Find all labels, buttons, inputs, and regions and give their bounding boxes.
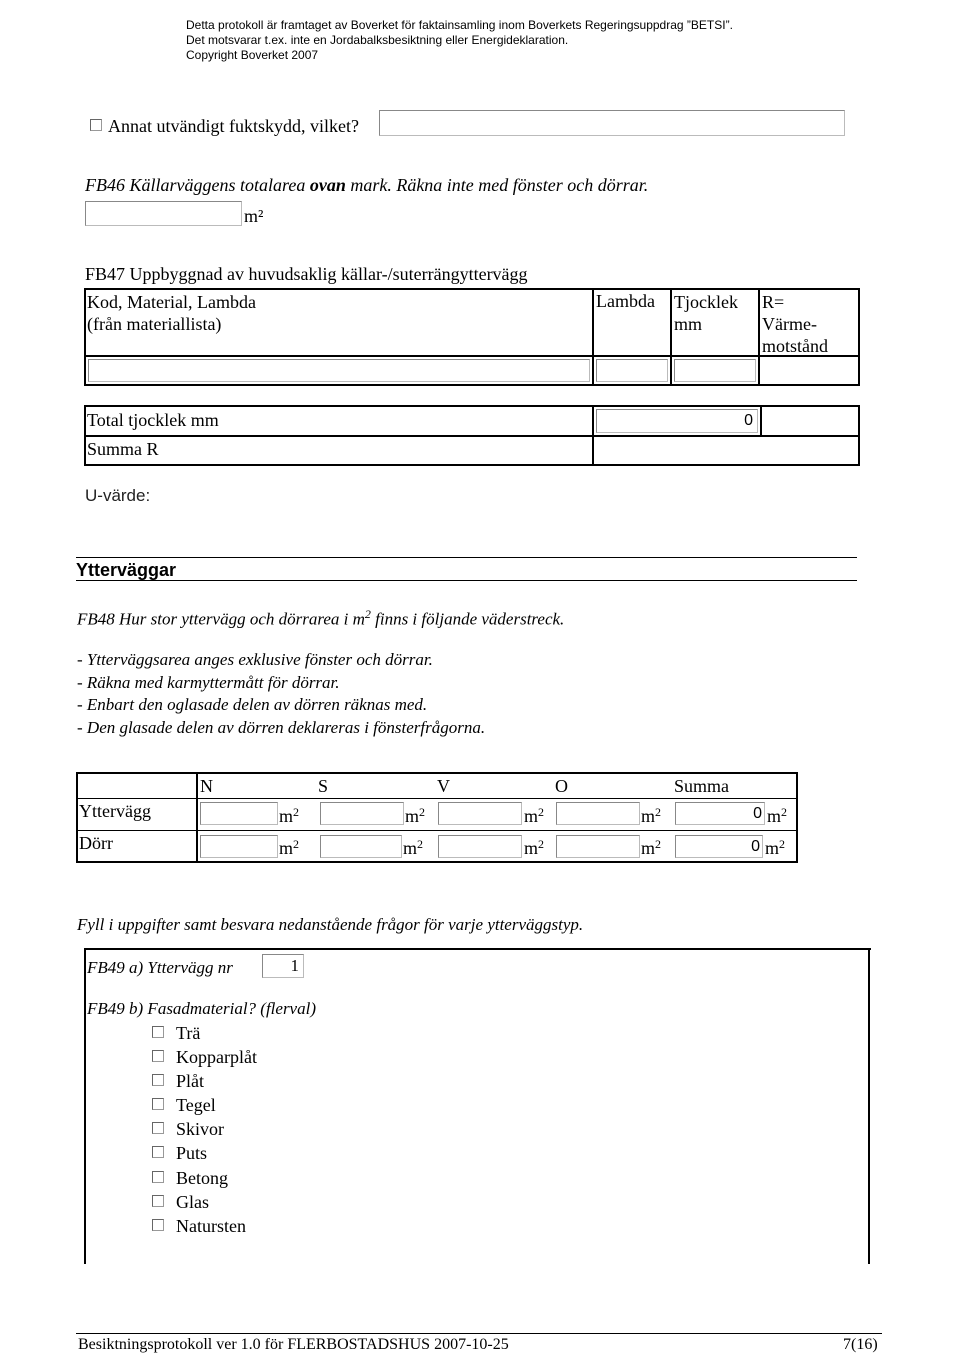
footer-page-number: 7(16)	[843, 1336, 878, 1353]
checkbox[interactable]	[152, 1026, 164, 1038]
unit-m2: $m^2$	[767, 805, 788, 826]
header-line-3: Copyright Boverket 2007	[186, 48, 319, 62]
checkbox[interactable]	[152, 1195, 164, 1207]
checkbox[interactable]	[152, 1098, 164, 1110]
fb48-note: - Räkna med karmyttermått för dörrar.	[77, 672, 340, 692]
fb48-yttervagg-o-input[interactable]	[556, 802, 640, 825]
fb47-tjocklek-input[interactable]	[674, 359, 756, 382]
unit-m2: $m^2$	[405, 805, 426, 826]
unit-m2: $m^2$	[524, 805, 545, 826]
fb48-dorr-sum: 0	[675, 835, 763, 858]
fb48-col-s: S	[318, 776, 329, 796]
checkbox[interactable]	[152, 1122, 164, 1134]
fb48-dorr-v-input[interactable]	[438, 835, 522, 858]
fb48-col-v: V	[437, 776, 450, 796]
fb48-col-o: O	[555, 776, 568, 796]
fb48-question: FB48 Hur stor yttervägg och dörrarea i $m^2$ finns i följande väderstreck.	[77, 607, 565, 629]
annat-fuktskydd-label: Annat utvändigt fuktskydd, vilket?	[108, 116, 359, 136]
fb47-col-material: Kod, Material, Lambda (från materiallista)	[87, 292, 256, 334]
fb46-unit: m²	[244, 206, 264, 226]
fb47-title: FB47 Uppbyggnad av huvudsaklig källar-/suterrängyttervägg	[85, 264, 528, 284]
unit-m2: $m^2$	[524, 837, 545, 858]
fb48-note: - Ytterväggsarea anges exklusive fönster och dörrar.	[77, 650, 433, 669]
section-title: Ytterväggar	[76, 560, 177, 580]
fb48-note: - Enbart den oglasade delen av dörren räknas med.	[77, 695, 428, 714]
checkbox[interactable]	[152, 1074, 164, 1086]
fb47-lambda-input[interactable]	[596, 359, 668, 382]
fb47-col-tjocklek: Tjocklek mm	[674, 292, 738, 334]
checkbox[interactable]	[152, 1146, 164, 1158]
fb47-uvarde-label: U-värde:	[85, 486, 151, 505]
fb47-col-lambda: Lambda	[596, 291, 655, 311]
fb47-summa-label: Summa R	[87, 439, 159, 459]
fb46-area-input[interactable]	[85, 201, 242, 226]
checkbox[interactable]	[152, 1171, 164, 1183]
footer-rule	[76, 1333, 882, 1334]
fb48-note: - Den glasade delen av dörren deklareras i fönsterfrågorna.	[77, 717, 486, 737]
fb49b-label: FB49 b) Fasadmaterial? (flerval)	[87, 999, 316, 1018]
fb47-total-label: Total tjocklek mm	[87, 410, 219, 430]
fb46-question: FB46 Källarväggens totalarea ovan mark. Räkna inte med fönster och dörrar.	[85, 175, 649, 195]
unit-m2: $m^2$	[641, 837, 662, 858]
fb48-row-label-yttervagg: Yttervägg	[79, 801, 151, 821]
fb48-yttervagg-s-input[interactable]	[320, 802, 404, 825]
fb48-notes	[77, 649, 485, 739]
fb49a-wall-number-input[interactable]: 1	[262, 954, 304, 978]
fb48-yttervagg-sum: 0	[675, 802, 765, 825]
fb48-row-label-dorr: Dörr	[79, 833, 113, 853]
fb48-dorr-s-input[interactable]	[320, 835, 402, 858]
fb49a-label: FB49 a) Yttervägg nr	[87, 958, 233, 977]
fb48-dorr-n-input[interactable]	[200, 835, 278, 858]
unit-m2: $m^2$	[765, 837, 786, 858]
instruction-text: Fyll i uppgifter samt besvara nedanstående frågor för varje ytterväggstyp.	[77, 915, 584, 934]
checkbox[interactable]	[152, 1219, 164, 1231]
fb48-col-summa: Summa	[674, 776, 730, 796]
annat-fuktskydd-checkbox[interactable]	[90, 119, 102, 131]
header-line-1: Detta protokoll är framtaget av Boverket för faktainsamling inom Boverkets Regeringsuppdrag ”BETSI”.	[186, 18, 733, 32]
fb47-col-r-value: R= Värme- motstånd	[762, 292, 828, 356]
unit-m2: $m^2$	[641, 805, 662, 826]
document-header	[186, 18, 733, 63]
annat-fuktskydd-input[interactable]	[379, 110, 845, 136]
checkbox[interactable]	[152, 1050, 164, 1062]
unit-m2: $m^2$	[279, 837, 300, 858]
unit-m2: $m^2$	[279, 805, 300, 826]
header-line-2: Det motsvarar t.ex. inte en Jordabalksbesiktning eller Energideklaration.	[186, 33, 569, 47]
unit-m2: $m^2$	[403, 837, 424, 858]
fb47-material-select[interactable]	[88, 359, 590, 382]
fb48-dorr-o-input[interactable]	[556, 835, 640, 858]
footer-left: Besiktningsprotokoll ver 1.0 för FLERBOSTADSHUS 2007-10-25	[78, 1336, 509, 1353]
fb48-yttervagg-n-input[interactable]	[200, 802, 278, 825]
fb47-total-value: 0	[596, 409, 758, 433]
fb48-yttervagg-v-input[interactable]	[438, 802, 522, 825]
fb48-col-n: N	[200, 776, 213, 796]
